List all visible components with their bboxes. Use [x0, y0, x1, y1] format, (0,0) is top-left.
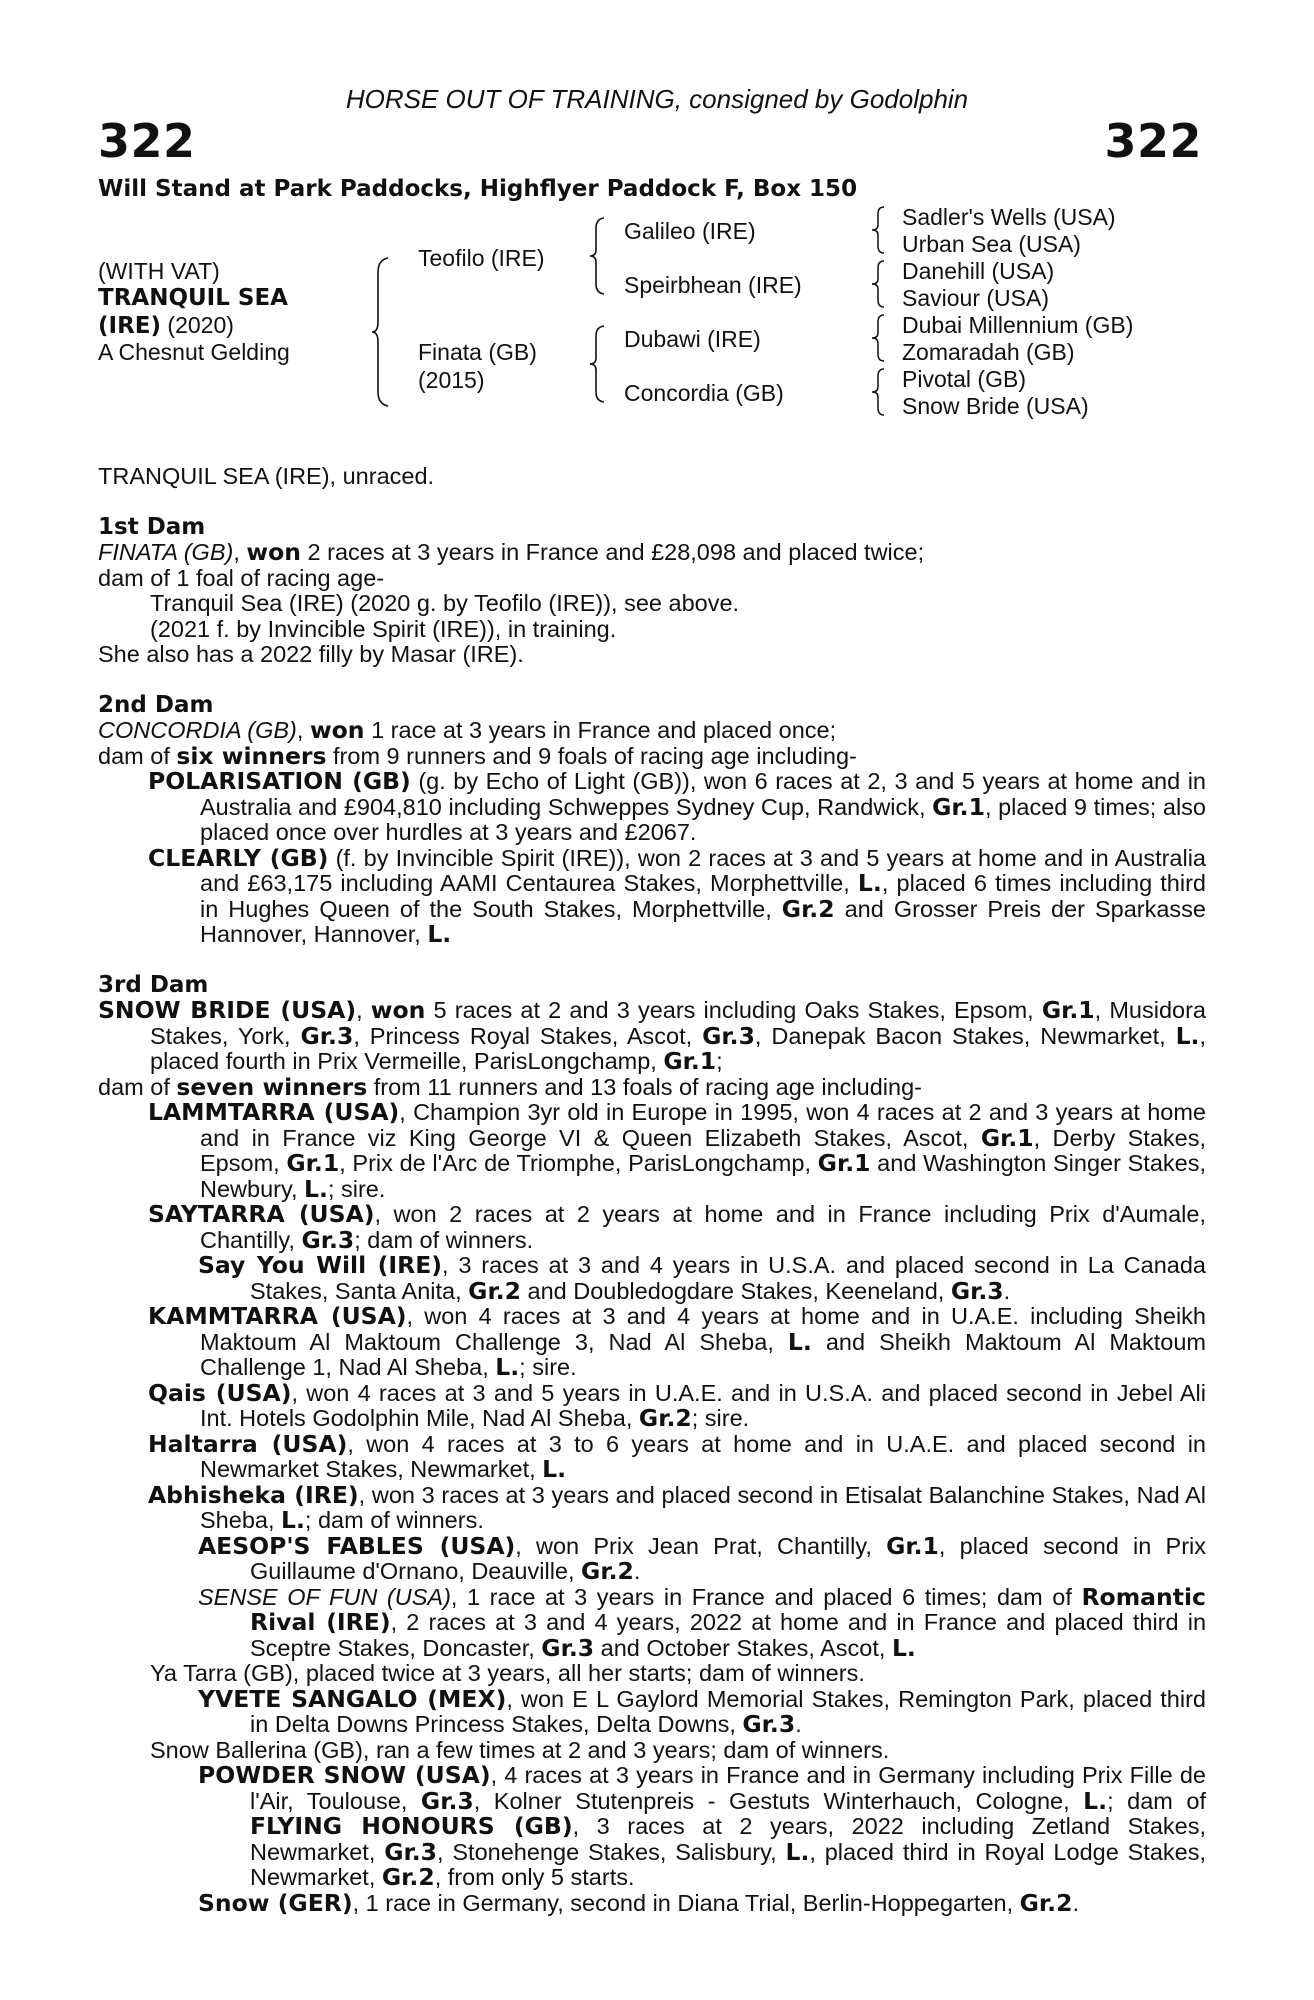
catalogue-body [98, 464, 1206, 1916]
first-dam-foal-2: (2021 f. by Invincible Spirit (IRE)), in training. [150, 615, 617, 642]
lot-number-right: 322 [1104, 114, 1202, 168]
sire-brace [588, 216, 608, 296]
dam-brace [588, 324, 608, 404]
dam: Finata (GB) [418, 339, 537, 365]
produce-snow-ballerina: Snow Ballerina (GB), ran a few times at 2 and 3 years; dam of winners. [150, 1736, 890, 1763]
produce-clearly: CLEARLY (GB) (f. by Invincible Spirit (IRE)), won 2 races at 3 and 5 years at home and in Australia and £63,175 including AAMI Centaurea Stakes, Morphettville, L., placed 6 times including third in Hughes Queen of the South Stakes, Morphettville, Gr.2 and Grosser Preis der Sparkasse Hannover, Hannover, L. [148, 843, 1207, 948]
horse-country: (IRE) [98, 313, 162, 339]
granddam-2: Urban Sea (USA) [902, 231, 1081, 257]
dam-sire: Dubawi (IRE) [624, 326, 761, 352]
produce-powder-snow: POWDER SNOW (USA), 4 races at 3 years in France and in Germany including Prix Fille de l'Air, Toulouse, Gr.3, Kolner Stutenpreis - Gestuts Winterhauch, Cologne, L.; dam of FLYING HONOURS (GB), 3 races at 2 years, 2022 including Zetland Stakes, Newmarket, Gr.3, Stonehenge Stakes, Salisbury, L., placed third in Royal Lodge Stakes, Newmarket, Gr.2, from only 5 starts. [198, 1761, 1206, 1891]
produce-saytarra: SAYTARRA (USA), won 2 races at 2 years at home and in France including Prix d'Aumale, Chantilly, Gr.3; dam of winners. [148, 1200, 1206, 1254]
dam-year: (2015) [418, 367, 485, 393]
produce-kammtarra: KAMMTARRA (USA), won 4 races at 3 and 4 years at home and in U.A.E. including Sheikh Maktoum Al Maktoum Challenge 3, Nad Al Sheba, L. and Sheikh Maktoum Al Maktoum Challenge 1, Nad Al Sheba, L.; sire. [148, 1302, 1206, 1381]
horse-year: (2020) [161, 312, 234, 338]
third-dam-record: SNOW BRIDE (USA), won 5 races at 2 and 3 years including Oaks Stakes, Epsom, Gr.1, Musidora Stakes, York, Gr.3, Princess Royal Stakes, Ascot, Gr.3, Danepak Bacon Stakes, Newmarket, L., placed fourth in Prix Vermeille, ParisLongchamp, Gr.1; [98, 996, 1206, 1075]
second-dam-produce-intro: dam of six winners from 9 runners and 9 foals of racing age including- [98, 741, 857, 770]
sire: Teofilo (IRE) [418, 245, 545, 271]
first-dam-note: She also has a 2022 filly by Masar (IRE). [98, 641, 524, 667]
g5-g6-brace [870, 313, 888, 363]
second-dam-heading: 2nd Dam [98, 691, 214, 718]
second-dam-record: CONCORDIA (GB), won 1 race at 3 years in France and placed once; [98, 716, 837, 744]
sire-dam-brace [370, 256, 392, 408]
produce-sense-of-fun: SENSE OF FUN (USA), 1 race at 3 years in France and placed 6 times; dam of Romantic Rival (IRE), 2 races at 3 and 4 years, 2022 at home and in France and placed third in Sceptre Stakes, Doncaster, Gr.3 and October Stakes, Ascot, L. [198, 1582, 1207, 1662]
produce-snow: Snow (GER), 1 race in Germany, second in Diana Trial, Berlin-Hoppegarten, Gr.2. [198, 1888, 1079, 1917]
first-dam-produce-intro: dam of 1 foal of racing age- [98, 564, 385, 591]
horse-name-suffix-line [98, 312, 234, 340]
grandsire-3: Danehill (USA) [902, 258, 1055, 284]
produce-qais: Qais (USA), won 4 races at 3 and 5 years in U.A.E. and in U.S.A. and placed second in Jebel Ali Int. Hotels Godolphin Mile, Nad Al Sheba, Gr.2; sire. [148, 1378, 1206, 1432]
granddam-6: Zomaradah (GB) [902, 339, 1075, 365]
produce-polarisation: POLARISATION (GB) (g. by Echo of Light (GB)), won 6 races at 2, 3 and 5 years at home and in Australia and £904,810 including Schweppes Sydney Cup, Randwick, Gr.1, placed 9 times; also placed once over hurdles at 3 years and £2067. [148, 767, 1206, 845]
g3-g4-brace [870, 259, 888, 309]
first-dam-heading: 1st Dam [98, 513, 206, 540]
first-dam-name: FINATA (GB) [98, 539, 234, 565]
g1-g2-brace [870, 205, 888, 255]
granddam-4: Saviour (USA) [902, 285, 1049, 311]
first-dam-foal-1: Tranquil Sea (IRE) (2020 g. by Teofilo (IRE)), see above. [150, 590, 740, 616]
grandsire-7: Pivotal (GB) [902, 366, 1026, 392]
first-dam-record: FINATA (GB), won 2 races at 3 years in France and £28,098 and placed twice; [98, 538, 925, 566]
produce-yvete-sangalo: YVETE SANGALO (MEX), won E L Gaylord Memorial Stakes, Remington Park, placed third in Delta Downs Princess Stakes, Delta Downs, Gr.3. [198, 1684, 1206, 1738]
lot-number-left: 322 [98, 114, 196, 168]
sire-dam: Speirbhean (IRE) [624, 272, 802, 298]
horse-description: A Chesnut Gelding [98, 339, 290, 365]
grandsire-5: Dubai Millennium (GB) [902, 312, 1134, 338]
stabling-line: Will Stand at Park Paddocks, Highflyer Paddock F, Box 150 [98, 176, 858, 202]
third-dam-produce-intro: dam of seven winners from 11 runners and 13 foals of racing age including- [98, 1072, 922, 1101]
sire-sire: Galileo (IRE) [624, 218, 756, 244]
dam-dam: Concordia (GB) [624, 380, 784, 406]
produce-say-you-will: Say You Will (IRE), 3 races at 3 and 4 years in U.S.A. and placed second in La Canada Stakes, Santa Anita, Gr.2 and Doubledogdare Stakes, Keeneland, Gr.3. [198, 1251, 1206, 1305]
horse-name: TRANQUIL SEA [98, 285, 288, 311]
granddam-8: Snow Bride (USA) [902, 393, 1089, 419]
produce-lammtarra: LAMMTARRA (USA), Champion 3yr old in Europe in 1995, won 4 races at 2 and 3 years at home and in France viz King George VI & Queen Elizabeth Stakes, Ascot, Gr.1, Derby Stakes, Epsom, Gr.1, Prix de l'Arc de Triomphe, ParisLongchamp, Gr.1 and Washington Singer Stakes, Newbury, L.; sire. [148, 1098, 1207, 1203]
vat-label: (WITH VAT) [98, 258, 220, 284]
g7-g8-brace [870, 367, 888, 417]
consignment-line: HORSE OUT OF TRAINING, consigned by Godolphin [345, 84, 969, 114]
produce-haltarra: Haltarra (USA), won 4 races at 3 to 6 years at home and in U.A.E. and placed second in Newmarket Stakes, Newmarket, L. [148, 1429, 1206, 1483]
third-dam-heading: 3rd Dam [98, 971, 209, 998]
summary-line: TRANQUIL SEA (IRE), unraced. [98, 463, 435, 489]
produce-aesops-fables: AESOP'S FABLES (USA), won Prix Jean Prat, Chantilly, Gr.1, placed second in Prix Guillaume d'Ornano, Deauville, Gr.2. [198, 1531, 1207, 1585]
grandsire-1: Sadler's Wells (USA) [902, 204, 1116, 230]
produce-ya-tarra: Ya Tarra (GB), placed twice at 3 years, all her starts; dam of winners. [150, 1660, 865, 1686]
produce-abhisheka: Abhisheka (IRE), won 3 races at 3 years and placed second in Etisalat Balanchine Stakes, Nad Al Sheba, L.; dam of winners. [148, 1480, 1206, 1534]
